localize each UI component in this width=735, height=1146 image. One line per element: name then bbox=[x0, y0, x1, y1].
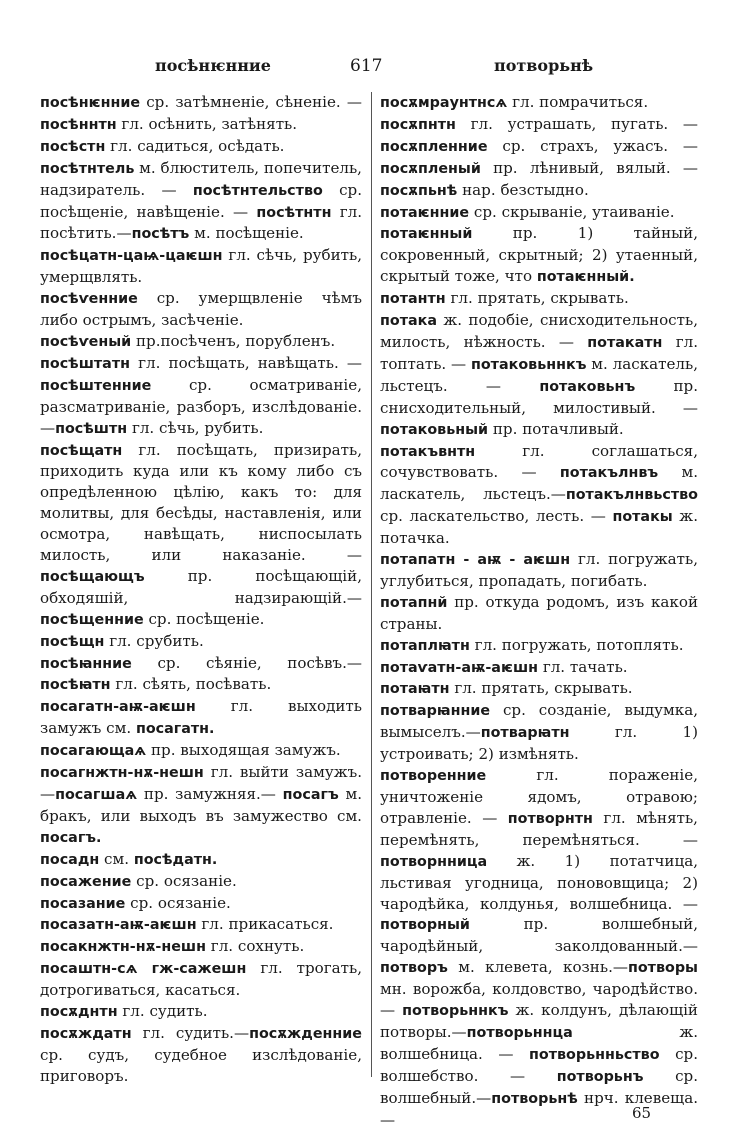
definition-text: гл. трогать, дотрогиваться, касаться. bbox=[40, 959, 362, 1000]
definition-text: пр. откуда родомъ, изъ какой страны. bbox=[380, 592, 698, 633]
headword: посажение bbox=[40, 873, 132, 890]
definition-text: пр. замужняя.— bbox=[137, 785, 283, 803]
headword: посѫпнтн bbox=[380, 116, 456, 133]
headword: потварꙗнние bbox=[380, 703, 491, 720]
headword: потакъвнтн bbox=[380, 443, 476, 460]
definition-text: гл. погружать, потоплять. bbox=[469, 635, 684, 654]
definition-text: нрч. клевеща. — bbox=[380, 1088, 698, 1129]
headword: потака bbox=[380, 313, 437, 330]
definition-text: м. ласкатель, льстецъ. — bbox=[380, 354, 699, 395]
headword: потворы bbox=[627, 960, 698, 977]
definition-text: пр.посѣченъ, порубленъ. bbox=[131, 331, 336, 350]
dictionary-entry bbox=[40, 936, 362, 958]
definition-text: ж. 1) потатчица, льстивая угодница, понововщица; 2) чародѣйка, колдунья, волшебница. — bbox=[380, 851, 698, 913]
headword: посѫднтн bbox=[40, 1004, 118, 1021]
dictionary-entry bbox=[40, 762, 362, 849]
headword: посѣщатн bbox=[40, 442, 123, 459]
definition-text: гл. мѣнять, перемѣнять, перемѣняться. — bbox=[380, 808, 698, 849]
headword: потаꙗтн bbox=[380, 681, 450, 698]
definition-text: м. бракъ, или выходъ въ замужество см. bbox=[40, 785, 362, 825]
headword: посагъ bbox=[282, 787, 339, 803]
dictionary-entry bbox=[380, 700, 698, 765]
headword: посѣнѥнние bbox=[40, 95, 141, 111]
definition-text: гл. осѣнить, затѣнять. bbox=[116, 114, 298, 133]
definition-text: гл. 1) устроивать; 2) измѣнять. bbox=[380, 723, 698, 764]
dictionary-entry bbox=[380, 114, 698, 202]
signature-number: 65 bbox=[632, 1104, 652, 1122]
definition-text: пр. волшебный, чародѣйный, заколдованный.— bbox=[380, 915, 698, 956]
definition-text: гл. посѣтить.— bbox=[40, 202, 363, 243]
definition-text: м. блюститель, попечитель, надзиратель. — bbox=[40, 158, 362, 199]
headword: посѣꙗтн bbox=[40, 677, 111, 694]
dictionary-entry bbox=[40, 158, 362, 246]
definition-text: ср. осматриваніе, разсматриваніе, разборъ, изслѣдованіе.— bbox=[40, 375, 362, 437]
definition-text: ср. судъ, судебное изслѣдованіе, приговоръ. bbox=[40, 1045, 362, 1085]
left-column bbox=[40, 92, 362, 1087]
headword: посѫждатн bbox=[40, 1025, 132, 1042]
definition-text: ж. подобіе, снисходительность, милость, нѣжность. — bbox=[380, 311, 698, 351]
definition-text: ср. посѣщеніе, навѣщеніе. — bbox=[40, 180, 362, 221]
headword: посѣдатн. bbox=[133, 851, 218, 868]
headword: посѫмраунтнсѧ bbox=[380, 95, 508, 111]
headword: потаковьннкъ bbox=[470, 356, 587, 373]
dictionary-entry bbox=[40, 331, 362, 353]
definition-text: ср. волшебство. — bbox=[380, 1044, 698, 1085]
definition-text: пр. потачливый. bbox=[488, 419, 624, 438]
headword: посѫжденние bbox=[249, 1025, 362, 1042]
definition-text: ср. затѣмненіе, сѣненіе. — bbox=[140, 93, 362, 111]
dictionary-entry bbox=[380, 92, 698, 114]
headword: потворнтн bbox=[507, 810, 593, 827]
definition-text: пр. снисходительный, милостивый. — bbox=[380, 376, 698, 417]
headword: посѣннтн bbox=[40, 116, 117, 133]
dictionary-entry bbox=[380, 592, 698, 635]
definition-text: гл. садиться, осѣдать. bbox=[105, 136, 285, 155]
dictionary-entry bbox=[380, 549, 698, 592]
dictionary-entry bbox=[40, 353, 362, 440]
headword: потакатн bbox=[587, 334, 663, 351]
headword: посѣѵенние bbox=[40, 291, 138, 308]
definition-text: м. клевета, кознь.— bbox=[447, 958, 628, 977]
dictionary-entry bbox=[40, 1023, 362, 1087]
definition-text: гл. срубить. bbox=[104, 631, 204, 650]
definition-text: гл. выйти замужъ.— bbox=[40, 763, 362, 803]
headword: потаѥнние bbox=[380, 204, 470, 221]
headword: потворнница bbox=[380, 853, 488, 870]
definition-text: мн. ворожба, колдовство, чародѣйство. — bbox=[380, 980, 698, 1020]
dictionary-entry bbox=[380, 310, 698, 440]
definition-text: ср. сѣяніе, посѣвъ.— bbox=[131, 653, 362, 672]
dictionary-entry bbox=[380, 678, 698, 700]
definition-text: ср. умерщвленіе чѣмъ либо острымъ, засѣченіе. bbox=[40, 289, 362, 330]
header-right-word: потворьнѣ bbox=[494, 56, 594, 75]
headword: посѣѵеный bbox=[40, 333, 132, 350]
definition-text: гл. сѣчь, рубить, умерщвлять. bbox=[40, 246, 362, 287]
definition-text: пр. 1) тайный, сокровенный, скрытный; 2) утаенный, скрытый тоже, что bbox=[380, 224, 698, 286]
headword: посѣтнтельство bbox=[192, 182, 323, 199]
headword: посагатн-аѭ-аѥшн bbox=[40, 699, 196, 716]
definition-text: гл. посѣщать, призирать, приходить куда или къ кому либо съ опредѣленною цѣлію, какъ то: для молитвы, для бесѣды, наставленія, или осмотра, навѣщать, ниспосылать милость, или наказаніе. — bbox=[40, 440, 362, 565]
headword: посаштн-сѧ гж-сажешн bbox=[40, 961, 247, 978]
definition-text: гл. сѣчь, рубить. bbox=[127, 418, 264, 437]
definition-text: ср. страхъ, ужасъ. — bbox=[487, 136, 698, 155]
dictionary-entry bbox=[40, 245, 362, 288]
dictionary-entry bbox=[380, 202, 698, 224]
headword: потворъ bbox=[380, 960, 448, 977]
definition-text: м. ласкатель, льстецъ.— bbox=[380, 463, 698, 504]
right-column bbox=[380, 92, 698, 1131]
definition-text: пр. лѣнивый, вялый. — bbox=[480, 158, 698, 177]
headword: потаѥнный. bbox=[536, 269, 635, 286]
headword: посадн bbox=[40, 851, 100, 868]
definition-text: гл. пораженіе, уничтоженіе ядомъ, отравою; отравленіе. — bbox=[380, 766, 698, 827]
dictionary-entry bbox=[40, 893, 362, 915]
headword: потаѥнный bbox=[380, 226, 473, 243]
headword: потаковьнъ bbox=[539, 378, 636, 395]
definition-text: м. посѣщеніе. bbox=[189, 224, 304, 243]
headword: потапатн - аѭ - аѥшн bbox=[380, 552, 571, 569]
dictionary-entry bbox=[40, 136, 362, 158]
headword: потакы bbox=[612, 509, 673, 526]
definition-text: ср. осязаніе. bbox=[125, 893, 231, 912]
dictionary-entry bbox=[40, 1001, 362, 1023]
dictionary-entry bbox=[40, 740, 362, 762]
headword: потаѵатн-аѭ-аѥшн bbox=[380, 659, 539, 676]
dictionary-entry bbox=[380, 765, 698, 1130]
dictionary-entry bbox=[40, 92, 362, 136]
headword: посѣтнтн bbox=[256, 204, 332, 221]
dictionary-entry bbox=[380, 441, 698, 550]
definition-text: пр. посѣщающій, обходяшій, надзирающій.— bbox=[40, 566, 362, 607]
headword: потантн bbox=[380, 291, 446, 308]
page-header bbox=[0, 56, 735, 82]
definition-text: гл. сѣять, посѣвать. bbox=[110, 675, 272, 694]
headword: потворный bbox=[380, 917, 470, 934]
headword: посѣштенние bbox=[40, 377, 152, 394]
column-divider bbox=[371, 92, 372, 1077]
dictionary-entry bbox=[380, 223, 698, 288]
headword: посѫпленый bbox=[380, 160, 481, 177]
definition-text: гл. судить.— bbox=[131, 1023, 250, 1042]
headword: посѣстн bbox=[40, 138, 106, 155]
headword: посѫпленние bbox=[380, 138, 488, 155]
definition-text: гл. прятать, скрывать. bbox=[445, 289, 629, 308]
headword: посѣщн bbox=[40, 633, 105, 650]
definition-text: ж. волшебница. — bbox=[380, 1022, 698, 1063]
headword: посакнжтн-нѫ-нешн bbox=[40, 939, 206, 956]
header-left-word: посѣнѥнние bbox=[155, 56, 271, 75]
definition-text: ср. осязаніе. bbox=[131, 871, 237, 890]
dictionary-entry bbox=[40, 653, 362, 697]
headword: посагшаѧ bbox=[55, 787, 138, 803]
definition-text: гл. прятать, скрывать. bbox=[449, 679, 633, 698]
dictionary-entry bbox=[40, 849, 362, 871]
headword: посазание bbox=[40, 895, 126, 912]
headword: посазатн-аѭ-аѥшн bbox=[40, 917, 197, 934]
dictionary-entry bbox=[40, 914, 362, 936]
definition-text: ж. потачка. bbox=[380, 507, 698, 548]
headword: потварꙗтн bbox=[480, 725, 570, 742]
definition-text: ср. посѣщеніе. bbox=[143, 609, 265, 628]
dictionary-entry bbox=[40, 440, 362, 631]
definition-text: гл. сохнуть. bbox=[206, 937, 305, 956]
dictionary-entry bbox=[40, 288, 362, 331]
headword: потворьнньство bbox=[529, 1046, 660, 1063]
headword: посѣштатн bbox=[40, 355, 130, 372]
headword: потворьннкъ bbox=[402, 1003, 509, 1020]
headword: потакълнвъ bbox=[559, 465, 659, 482]
dictionary-entry bbox=[40, 631, 362, 653]
headword: посѫпьнѣ bbox=[380, 182, 458, 199]
headword: потаковьный bbox=[380, 421, 489, 438]
headword: посѣꙗнние bbox=[40, 655, 132, 672]
dictionary-entry bbox=[40, 958, 362, 1001]
headword: посѣцатн-цаѩ-цаѥшн bbox=[40, 248, 223, 265]
dictionary-entry bbox=[40, 871, 362, 893]
headword: посагнжтн-нѫ-нешн bbox=[40, 765, 204, 782]
headword: посѣтъ bbox=[131, 226, 190, 243]
dictionary-entry bbox=[380, 288, 698, 310]
definition-text: см. bbox=[99, 849, 134, 868]
headword: посѣщающъ bbox=[40, 568, 145, 585]
headword: посѣщенние bbox=[40, 611, 144, 628]
headword: потакълнвьство bbox=[565, 487, 698, 504]
headword: потаплꙗтн bbox=[380, 637, 470, 654]
definition-text: гл. помрачиться. bbox=[507, 93, 649, 111]
headword: посѣштн bbox=[55, 420, 128, 437]
headword: посагъ. bbox=[40, 829, 102, 846]
definition-text: ср. волшебный.— bbox=[380, 1066, 698, 1107]
headword: потворенние bbox=[380, 768, 487, 785]
definition-text: гл. судить. bbox=[117, 1002, 208, 1021]
definition-text: гл. топтать. — bbox=[380, 332, 699, 373]
definition-text: гл. погружать, углубиться, пропадать, погибать. bbox=[380, 550, 698, 590]
definition-text: пр. выходящая замужъ. bbox=[146, 741, 341, 760]
definition-text: гл. выходить замужъ см. bbox=[40, 697, 362, 738]
definition-text: нар. безстыдно. bbox=[457, 180, 589, 199]
definition-text: гл. посѣщать, навѣщать. — bbox=[129, 353, 362, 372]
dictionary-entry bbox=[40, 696, 362, 740]
definition-text: ср. созданіе, выдумка, вымыселъ.— bbox=[380, 701, 698, 742]
headword: потапнй bbox=[380, 594, 448, 611]
headword: посѣтнтель bbox=[40, 160, 135, 177]
definition-text: гл. тачать. bbox=[538, 657, 628, 676]
definition-text: гл. прикасаться. bbox=[196, 915, 334, 934]
headword: потворьннца bbox=[466, 1024, 573, 1041]
definition-text: ж. колдунъ, дѣлающій потворы.— bbox=[380, 1001, 698, 1041]
definition-text: гл. устрашать, пугать. — bbox=[455, 114, 698, 133]
headword: посагающаѧ bbox=[40, 743, 147, 760]
headword: потворьнъ bbox=[556, 1068, 644, 1085]
dictionary-entry bbox=[380, 635, 698, 657]
headword: посагатн. bbox=[135, 721, 215, 738]
definition-text: гл. соглашаться, сочувствовать. — bbox=[380, 441, 698, 482]
dictionary-entry bbox=[380, 657, 698, 679]
headword: потворьнѣ bbox=[491, 1090, 578, 1107]
definition-text: ср. ласкательство, лесть. — bbox=[380, 507, 613, 526]
definition-text: ср. скрываніе, утаиваніе. bbox=[469, 202, 675, 221]
page-number: 617 bbox=[350, 56, 383, 76]
